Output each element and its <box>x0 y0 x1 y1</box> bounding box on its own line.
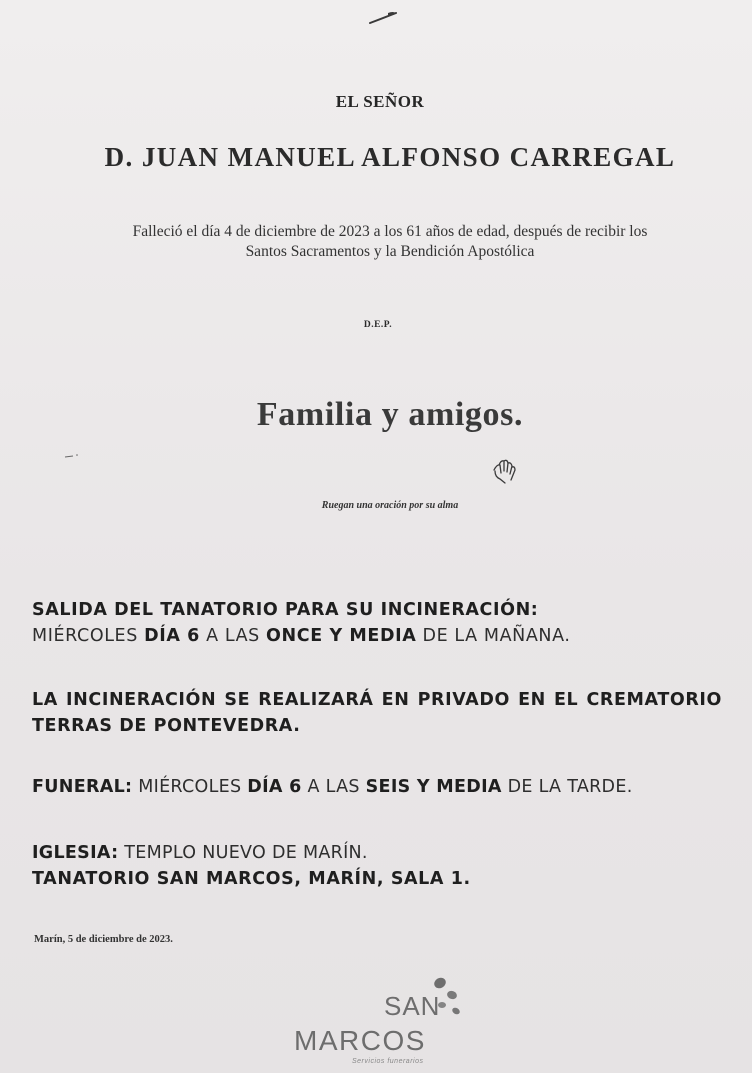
praying-hands-icon <box>489 456 519 484</box>
iglesia-block <box>32 840 722 866</box>
incineracion-text: LA INCINERACIÓN SE REALIZARÁ EN PRIVADO EN EL CREMATORIO TERRAS DE PONTEVEDRA. <box>32 690 722 736</box>
funeral-block <box>32 774 722 800</box>
salida-time: ONCE Y MEDIA <box>266 626 417 646</box>
dep-mark: D.E.P. <box>363 320 393 330</box>
iglesia-label: IGLESIA: <box>32 843 119 863</box>
tanatorio-block <box>32 866 722 892</box>
iglesia-value: TEMPLO NUEVO DE MARÍN. <box>118 843 368 863</box>
date-line: Marín, 5 de diciembre de 2023. <box>34 934 173 945</box>
death-notice <box>30 222 750 262</box>
funeral-time: SEIS Y MEDIA <box>365 777 502 797</box>
salida-label: SALIDA DEL TANATORIO PARA SU INCINERACIÓN: <box>32 600 539 620</box>
prayer-request: Ruegan una oración por su alma <box>321 500 459 511</box>
funeral-suffix: DE LA TARDE. <box>501 777 633 797</box>
family-line: Familia y amigos. <box>256 396 524 433</box>
logo-tagline: Servicios funerarios <box>352 1058 424 1065</box>
san-marcos-logo <box>292 975 492 1071</box>
logo-line-1: SAN <box>384 991 441 1021</box>
cross-icon <box>366 10 402 26</box>
funeral-day: DÍA 6 <box>247 777 302 797</box>
funeral-label: FUNERAL: <box>32 777 133 797</box>
stray-mark-icon <box>64 452 82 460</box>
death-line-2: Santos Sacramentos y la Bendición Apostólica <box>245 243 535 260</box>
salida-day-prefix: MIÉRCOLES <box>32 626 145 646</box>
salida-block <box>32 597 722 649</box>
salida-mid: A LAS <box>199 626 267 646</box>
logo-line-2: MARCOS <box>294 1025 426 1056</box>
funeral-mid: A LAS <box>301 777 366 797</box>
tanatorio-text: TANATORIO SAN MARCOS, MARÍN, SALA 1. <box>32 869 471 889</box>
deceased-name: D. JUAN MANUEL ALFONSO CARREGAL <box>104 142 676 172</box>
salida-suffix: DE LA MAÑANA. <box>416 626 571 646</box>
funeral-day-prefix: MIÉRCOLES <box>132 777 248 797</box>
incineracion-block <box>32 687 722 739</box>
death-line-1: Falleció el día 4 de diciembre de 2023 a los 61 años de edad, después de recibir los <box>132 223 648 240</box>
heading: EL SEÑOR <box>335 92 425 111</box>
salida-day: DÍA 6 <box>144 626 200 646</box>
